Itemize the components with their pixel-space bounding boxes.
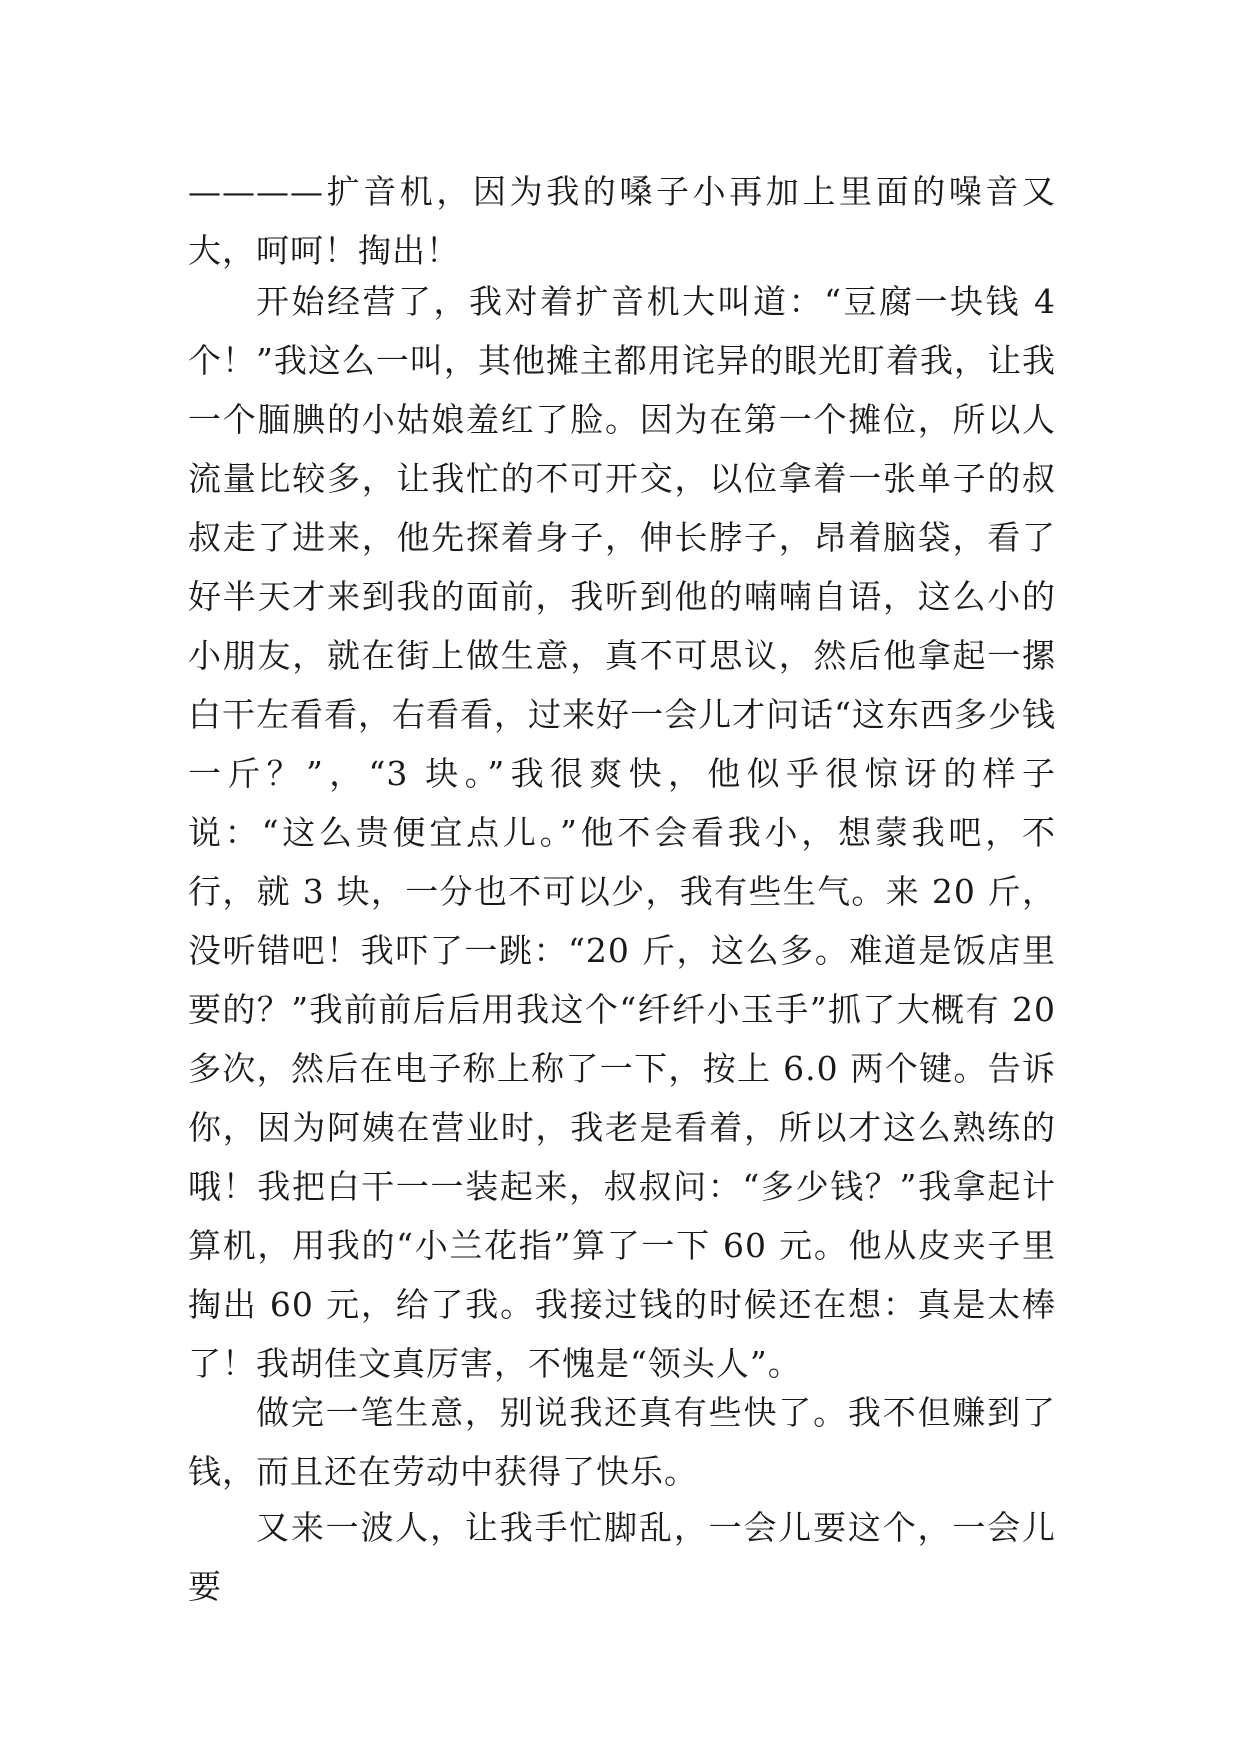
paragraph-1: ————扩音机，因为我的嗓子小再加上里面的噪音又大，呵呵！掏出！ bbox=[188, 172, 1056, 270]
paragraph-2: 开始经营了，我对着扩音机大叫道：“豆腐一块钱 4 个！”我这么一叫，其他摊主都用诧异的眼光盯着我，让我一个腼腆的小姑娘羞红了脸。因为在第一个摊位，所以人流量比较多，让我忙的不可开交，以位拿着一张单子的叔叔走了进来，他先探着身子，伸长脖子，昂着脑袋，看了好半天才来到我的面前，我听到他的喃喃自语，这么小的小朋友，就在街上做生意，真不可思议，然后他拿起一摞白干左看看，右看看，过来好一会儿才问话“这东西多少钱一斤？”，“3 块。”我很爽快，他似乎很惊讶的样子说：“这么贵便宜点儿。”他不会看我小，想蒙我吧，不行，就 3 块，一分也不可以少，我有些生气。来 20 斤，没听错吧！我吓了一跳：“20 斤，这么多。难道是饭店里要的？”我前前后后用我这个“纤纤小玉手”抓了大概有 20 多次，然后在电子称上称了一下，按上 6.0 两个键。告诉你，因为阿姨在营业时，我老是看着，所以才这么熟练的哦！我把白干一一装起来，叔叔问：“多少钱？”我拿起计算机，用我的“小兰花指”算了一下 60 元。他从皮夹子里掏出 60 元，给了我。我接过钱的时候还在想：真是太棒了！我胡佳文真厉害，不愧是“领头人”。 bbox=[188, 282, 1056, 1383]
paragraph-4: 又来一波人，让我手忙脚乱，一会儿要这个，一会儿要 bbox=[188, 1508, 1056, 1606]
paragraph-3: 做完一笔生意，别说我还真有些快了。我不但赚到了钱，而且还在劳动中获得了快乐。 bbox=[188, 1393, 1056, 1491]
